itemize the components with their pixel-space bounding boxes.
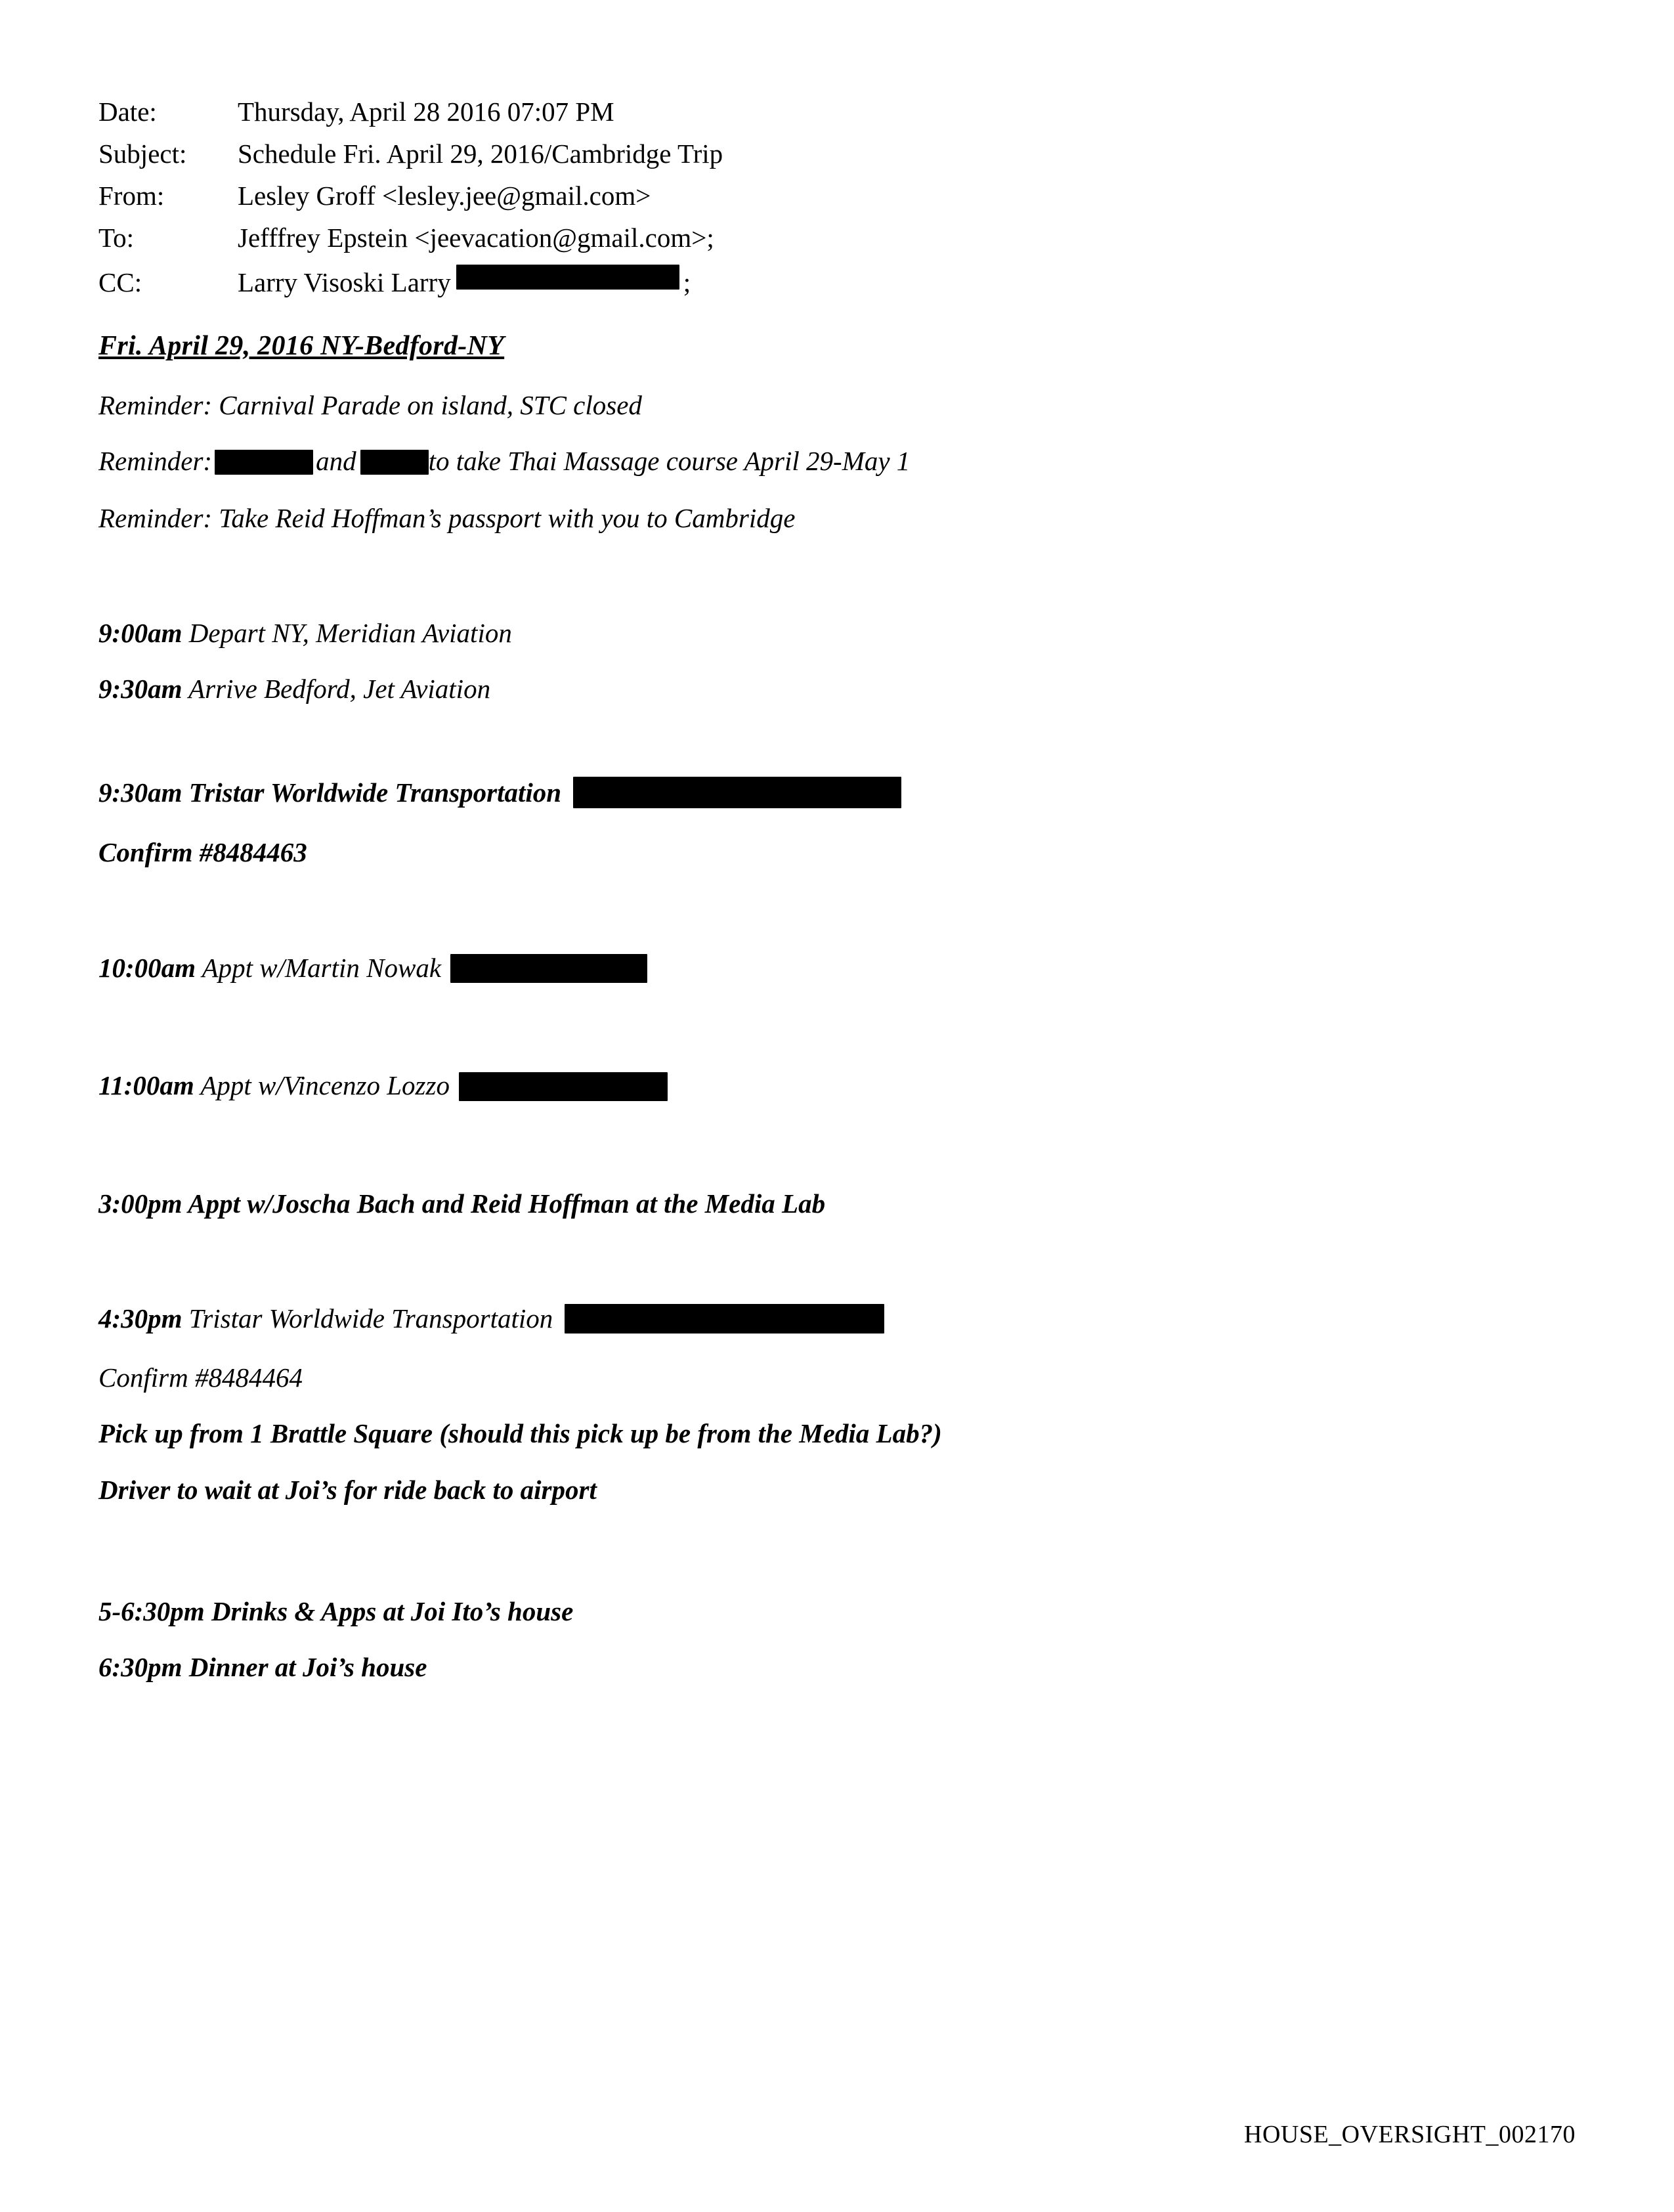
header-label-cc: CC:	[98, 267, 142, 297]
spacer-5	[98, 1130, 1562, 1189]
schedule-confirm-8484463: Confirm #8484463	[98, 837, 307, 868]
bates-number-footer: HOUSE_OVERSIGHT_002170	[1244, 2121, 1576, 2148]
schedule-text-lozzo: Appt w/Vincenzo Lozzo	[200, 1070, 450, 1101]
reminder-thai-massage-mid: and	[316, 446, 356, 477]
schedule-item-media-lab	[98, 1189, 1562, 1218]
header-row-subject	[98, 141, 1562, 167]
header-label-date: Date:	[98, 97, 157, 127]
schedule-item-dinner	[98, 1653, 1562, 1681]
schedule-time-0430pm: 4:30pm	[98, 1303, 182, 1334]
header-label-subject: Subject:	[98, 139, 187, 169]
schedule-text-media-lab: Appt w/Joscha Bach and Reid Hoffman at the Media Lab	[188, 1188, 826, 1219]
schedule-confirm-8484464: Confirm #8484464	[98, 1362, 303, 1393]
schedule-time-0930-arrive: 9:30am	[98, 674, 182, 705]
schedule-time-1000: 10:00am	[98, 952, 196, 983]
schedule-text-depart-ny: Depart NY, Meridian Aviation	[188, 618, 512, 649]
spacer-2	[98, 731, 1562, 778]
schedule-text-nowak: Appt w/Martin Nowak	[202, 952, 442, 983]
header-value-from: Lesley Groff <lesley.jee@gmail.com>	[238, 181, 651, 211]
schedule-item-tristar-pm	[98, 1304, 1562, 1336]
header-value-cc-suffix: ;	[683, 267, 691, 297]
reminder-passport: Reminder: Take Reid Hoffman’s passport with you to Cambridge	[98, 502, 796, 533]
schedule-driver-wait: Driver to wait at Joi’s for ride back to airport	[98, 1474, 597, 1505]
redaction-bar-nowak	[450, 954, 647, 983]
schedule-pickup-brattle-square: Pick up from 1 Brattle Square (should this pick up be from the Media Lab?)	[98, 1418, 942, 1449]
spacer-3	[98, 894, 1562, 953]
schedule-time-0930-tristar: 9:30am	[98, 777, 182, 808]
schedule-text-drinks-apps: Drinks & Apps at Joi Ito’s house	[211, 1595, 574, 1626]
day-title: Fri. April 29, 2016 NY-Bedford-NY	[98, 331, 505, 361]
email-body	[98, 330, 1562, 1681]
schedule-time-5-630pm: 5-6:30pm	[98, 1595, 205, 1626]
schedule-item-depart-ny	[98, 618, 1562, 647]
schedule-time-0300pm: 3:00pm	[98, 1188, 182, 1219]
schedule-item-nowak	[98, 953, 1562, 986]
schedule-item-lozzo	[98, 1071, 1562, 1103]
reminder-carnival: Reminder: Carnival Parade on island, STC closed	[98, 390, 642, 420]
redaction-bar-tristar-pm	[565, 1304, 884, 1334]
header-value-cc: Larry Visoski Larry	[238, 267, 451, 297]
header-row-cc	[98, 267, 1562, 296]
schedule-text-arrive-bedford: Arrive Bedford, Jet Aviation	[188, 674, 491, 705]
schedule-text-tristar-pm: Tristar Worldwide Transportation	[188, 1303, 553, 1334]
redaction-bar-name-1	[215, 450, 313, 475]
reminder-thai-massage-suffix: to take Thai Massage course April 29-May 1	[428, 446, 911, 477]
redaction-bar-lozzo	[459, 1072, 668, 1101]
schedule-time-630pm: 6:30pm	[98, 1652, 182, 1683]
header-label-to: To:	[98, 223, 135, 253]
spacer-7	[98, 1531, 1562, 1597]
header-value-subject: Schedule Fri. April 29, 2016/Cambridge Trip	[238, 139, 723, 169]
schedule-time-1100: 11:00am	[98, 1070, 194, 1101]
header-row-date	[98, 98, 1562, 125]
schedule-text-dinner: Dinner at Joi’s house	[188, 1652, 427, 1683]
schedule-time-0900: 9:00am	[98, 618, 182, 649]
redaction-bar-tristar-am	[573, 777, 901, 808]
schedule-item-tristar-am	[98, 778, 1562, 812]
header-value-to: Jefffrey Epstein <jeevacation@gmail.com>;	[238, 223, 714, 253]
header-row-from	[98, 183, 1562, 209]
redaction-bar-cc	[456, 265, 679, 290]
spacer-4	[98, 1012, 1562, 1071]
reminder-thai-massage	[98, 446, 1562, 477]
spacer-6	[98, 1245, 1562, 1304]
spacer-1	[98, 559, 1562, 618]
schedule-item-drinks-apps	[98, 1597, 1562, 1626]
header-row-to	[98, 225, 1562, 251]
reminder-thai-massage-prefix: Reminder:	[98, 446, 213, 477]
schedule-item-arrive-bedford	[98, 674, 1562, 703]
header-label-from: From:	[98, 181, 165, 211]
redaction-bar-name-2	[360, 450, 429, 475]
header-value-date: Thursday, April 28 2016 07:07 PM	[238, 97, 614, 127]
email-header	[98, 98, 1562, 296]
schedule-text-tristar-am: Tristar Worldwide Transportation	[188, 777, 562, 808]
